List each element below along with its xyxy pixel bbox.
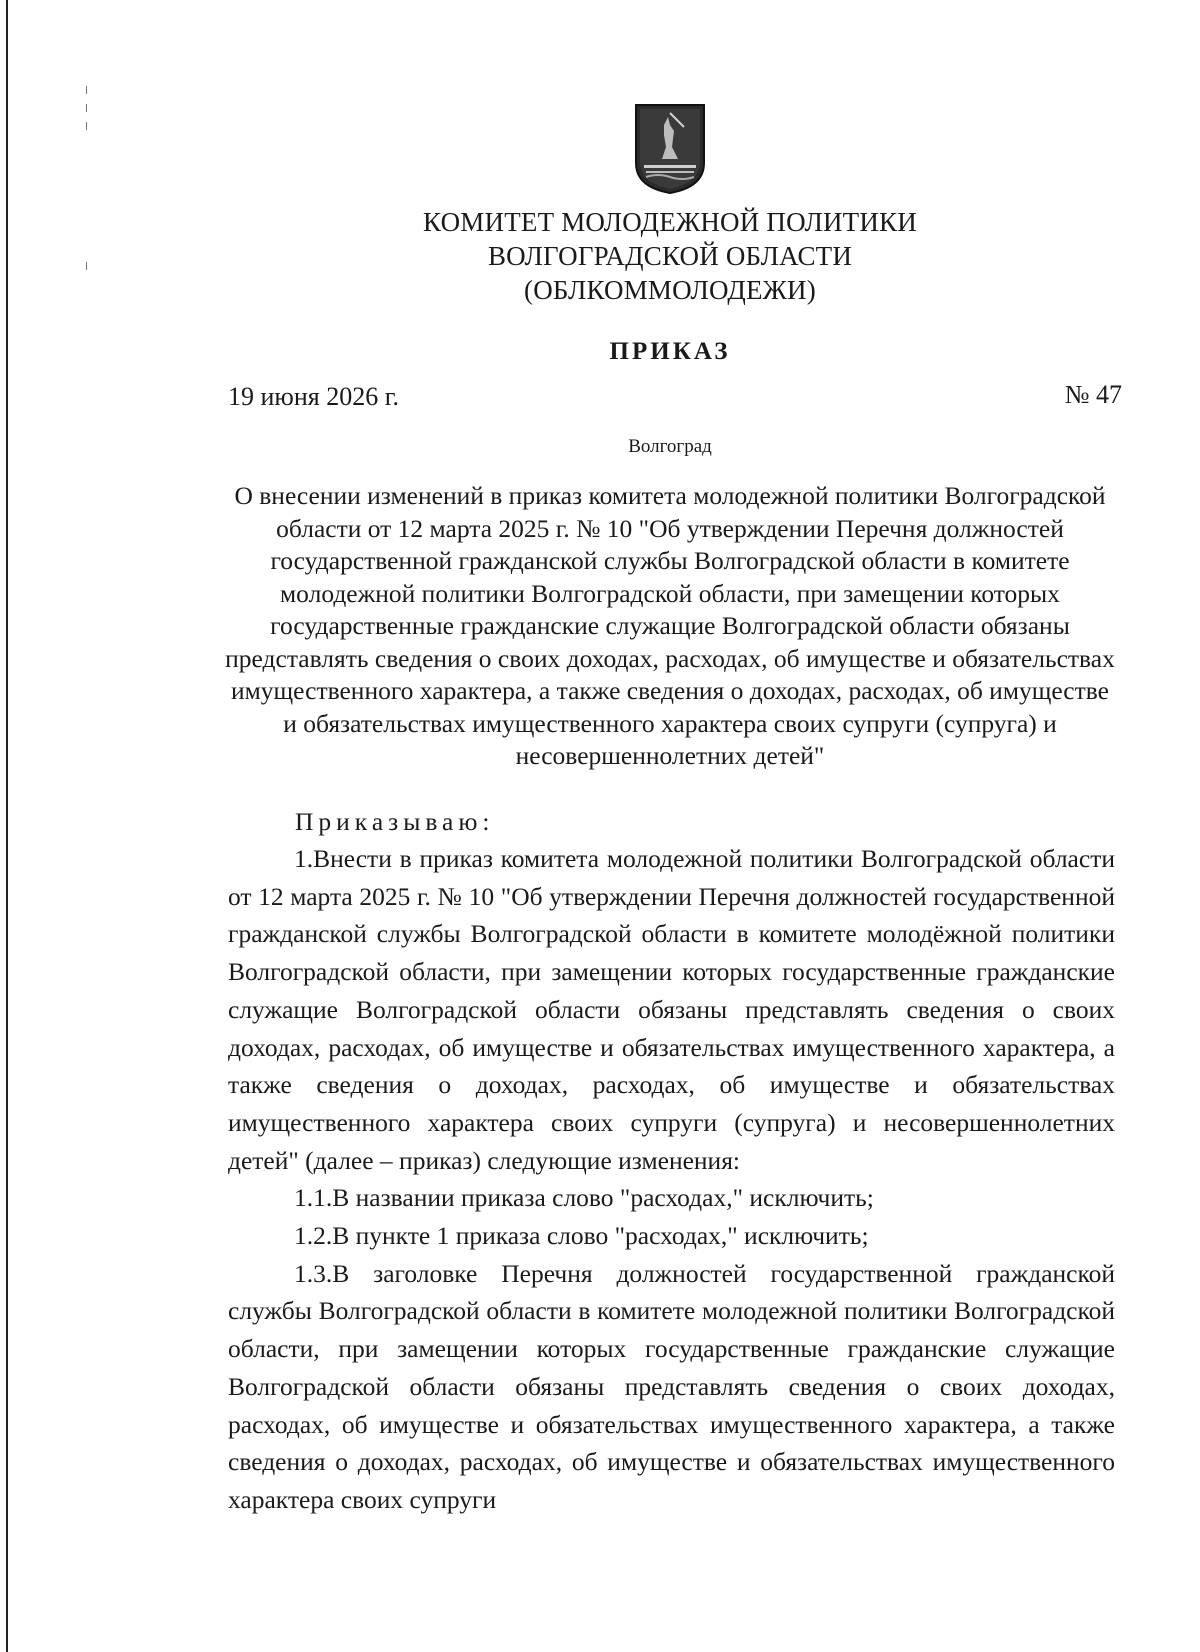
document-city: Волгоград bbox=[628, 436, 712, 457]
paragraph-1-1: 1.1.В названии приказа слово "расходах," исключить; bbox=[294, 1183, 874, 1213]
org-line: ВОЛГОГРАДСКОЙ ОБЛАСТИ bbox=[487, 241, 853, 271]
document-number: № 47 bbox=[1064, 380, 1122, 409]
scan-mark bbox=[86, 122, 87, 130]
order-verb: Приказываю: bbox=[295, 807, 495, 836]
scan-mark bbox=[86, 104, 87, 112]
document-subject: О внесении изменений в приказ комитета молодежной политики Волгоградской области от 12 марта 2025 г. № 10 "Об утверждении Перечня должностей государственной гражданской службы Волгоградской области в комитете молодежной политики Волгоградской области, при замещении которых государственные гражданские служащие Волгоградской области обязаны представлять сведения о своих доходах, расходах, об имуществе и обязательствах имущественного характера, а также сведения о доходах, расходах, об имуществе и обязательствах имущественного характера своих супруги (супруга) и несовершеннолетних детей" bbox=[225, 481, 1115, 770]
document-body bbox=[228, 840, 1115, 1519]
document-date: 19 июня 2026 г. bbox=[228, 382, 399, 411]
paragraph-1-2: 1.2.В пункте 1 приказа слово "расходах," исключить; bbox=[294, 1221, 869, 1251]
coat-of-arms-emblem bbox=[634, 103, 706, 195]
org-line: (ОБЛКОММОЛОДЕЖИ) bbox=[524, 275, 816, 305]
scan-mark bbox=[86, 86, 87, 94]
organization-name bbox=[0, 205, 1200, 307]
paragraph-1-3: 1.3.В заголовке Перечня должностей государственной гражданской службы Волгоградской области в комитете молодежной политики Волгоградской области, при замещении которых государственные гражданские служащие Волгоградской области обязаны представлять сведения о своих доходах, расходах, об имуществе и обязательствах имущественного характера, а также сведения о доходах, расходах, об имуществе и обязательствах имущественного характера своих супруги bbox=[228, 1258, 1115, 1514]
paragraph-1: 1.Внести в приказ комитета молодежной политики Волгоградской области от 12 марта 2025 г. № 10 "Об утверждении Перечня должностей государственной гражданской службы Волгоградской области в комитете молодёжной политики Волгоградской области, при замещении которых государственные гражданские служащие Волгоградской области обязаны представлять сведения о своих доходах, расходах, об имуществе и обязательствах имущественного характера, а также сведения о доходах, расходах, об имуществе и обязательствах имущественного характера своих супруги (супруга) и несовершеннолетних детей" (далее – приказ) следующие изменения: bbox=[228, 844, 1115, 1175]
org-line: КОМИТЕТ МОЛОДЕЖНОЙ ПОЛИТИКИ bbox=[423, 207, 917, 237]
document-type: ПРИКАЗ bbox=[609, 338, 731, 365]
